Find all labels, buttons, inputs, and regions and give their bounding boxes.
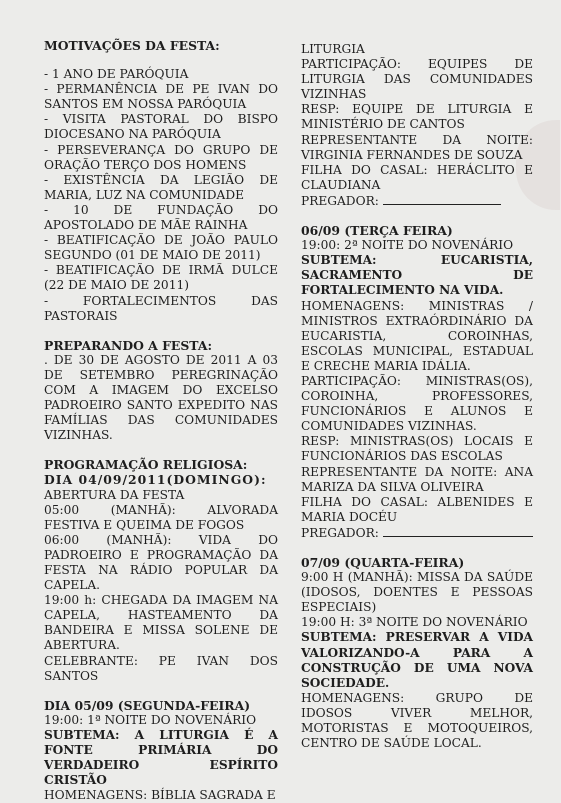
- cont-filha: FILHA DO CASAL: HERÁCLITO E CLAUDIANA: [301, 162, 533, 192]
- preparando-text: . DE 30 DE AGOSTO DE 2011 A 03 DE SETEMBRO PEREGRINAÇÃO COM A IMAGEM DO EXCELSO PADROEIRO SANTO EXPEDITO NAS FAMÍLIAS DAS COMUNIDADES VIZINHAS.: [44, 352, 278, 443]
- list-item: - FORTALECIMENTOS DAS PASTORAIS: [44, 293, 278, 323]
- dia06-filha: FILHA DO CASAL: ALBENIDES E MARIA DOCÉU: [301, 494, 533, 524]
- list-item: - PERSEVERANÇA DO GRUPO DE ORAÇÃO TERÇO DOS HOMENS: [44, 142, 278, 172]
- dia06-participacao: PARTICIPAÇÃO: MINISTRAS(OS), COROINHA, PROFESSORES, FUNCIONÁRIOS E ALUNOS E COMUNIDADES VIZINHAS.: [301, 373, 533, 434]
- motivacoes-heading: MOTIVAÇÕES DA FESTA:: [44, 38, 220, 53]
- left-column: [44, 38, 278, 803]
- cont-liturgia: LITURGIA: [301, 42, 365, 56]
- cont-representante: REPRESENTANTE DA NOITE: VIRGINIA FERNANDES DE SOUZA: [301, 132, 533, 162]
- right-column: [301, 42, 533, 751]
- dia05-homenagens: HOMENAGENS: BÍBLIA SAGRADA E: [44, 788, 276, 803]
- list-item: - EXISTÊNCIA DA LEGIÃO DE MARIA, LUZ NA COMUNIDADE: [44, 172, 278, 202]
- dia06-pregador-line: [301, 525, 533, 541]
- cont-participacao: PARTICIPAÇÃO: EQUIPES DE LITURGIA DAS COMUNIDADES VIZINHAS: [301, 57, 533, 102]
- dia06-pregador-label: PREGADOR:: [301, 525, 379, 540]
- pregador-blank: [383, 193, 501, 205]
- dia07-missa: 9:00 H (MANHÃ): MISSA DA SAÚDE (IDOSOS, DOENTES E PESSOAS ESPECIAIS): [301, 570, 533, 615]
- dia06-representante: REPRESENTANTE DA NOITE: ANA MARIZA DA SILVA OLIVEIRA: [301, 464, 533, 494]
- dia05-heading: DIA 05/09 (SEGUNDA-FEIRA): [44, 697, 251, 713]
- list-item: - 10 DE FUNDAÇÃO DO APOSTOLADO DE MÃE RAINHA: [44, 202, 278, 233]
- dia04-line: 06:00 (MANHÃ): VIDA DO PADROEIRO E PROGRAMAÇÃO DA FESTA NA RÁDIO POPULAR DA CAPELA.: [44, 532, 278, 593]
- cont-resp: RESP: EQUIPE DE LITURGIA E MINISTÉRIO DE CANTOS: [301, 102, 533, 132]
- dia07-heading: 07/09 (QUARTA-FEIRA): [301, 555, 465, 570]
- list-item: - PERMANÊNCIA DE PE IVAN DO SANTOS EM NOSSA PARÓQUIA: [44, 82, 278, 112]
- cont-pregador-line: [301, 193, 533, 209]
- list-item: - BEATIFICAÇÃO DE IRMÃ DULCE (22 DE MAIO DE 2011): [44, 263, 278, 293]
- programacao-heading: PROGRAMAÇÃO RELIGIOSA:: [44, 457, 248, 473]
- dia06-subtema: SUBTEMA: EUCARISTIA, SACRAMENTO DE FORTALECIMENTO NA VIDA.: [301, 253, 533, 298]
- preparando-heading: PREPARANDO A FESTA:: [44, 337, 213, 353]
- cont-pregador-label: PREGADOR:: [301, 193, 379, 208]
- dia07-homenagens: HOMENAGENS: GRUPO DE IDOSOS VIVER MELHOR, MOTORISTAS E MOTOQUEIROS, CENTRO DE SAÚDE LOCAL.: [301, 690, 533, 751]
- dia06-heading: 06/09 (TERÇA FEIRA): [301, 223, 453, 239]
- dia06-noite: 19:00: 2ª NOITE DO NOVENÁRIO: [301, 238, 514, 253]
- pregador-blank: [383, 525, 533, 537]
- dia04-line: 19:00 h: CHEGADA DA IMAGEM NA CAPELA, HASTEAMENTO DA BANDEIRA E MISSA SOLENE DE ABERTURA.: [44, 593, 278, 653]
- dia07-noite: 19:00 H: 3ª NOITE DO NOVENÁRIO: [301, 615, 528, 630]
- list-item: - BEATIFICAÇÃO DE JOÃO PAULO SEGUNDO (01 DE MAIO DE 2011): [44, 233, 278, 263]
- motivacoes-list: [44, 67, 278, 324]
- dia04-line: 05:00 (MANHÃ): ALVORADA FESTIVA E QUEIMA DE FOGOS: [44, 502, 278, 532]
- dia04-heading: DIA 04/09/2011(DOMINGO):: [44, 472, 267, 488]
- dia05-subtema: SUBTEMA: A LITURGIA É A FONTE PRIMÁRIA DO VERDADEIRO ESPÍRITO CRISTÃO: [44, 727, 278, 788]
- list-item: - 1 ANO DE PARÓQUIA: [44, 67, 189, 82]
- dia04-line: CELEBRANTE: PE IVAN DOS SANTOS: [44, 653, 278, 683]
- dia07-subtema: SUBTEMA: PRESERVAR A VIDA VALORIZANDO-A PARA A CONSTRUÇÃO DE UMA NOVA SOCIEDADE.: [301, 630, 533, 690]
- list-item: - VISITA PASTORAL DO BISPO DIOCESANO NA PARÓQUIA: [44, 112, 278, 142]
- dia06-resp: RESP: MINISTRAS(OS) LOCAIS E FUNCIONÁRIOS DAS ESCOLAS: [301, 434, 533, 464]
- dia04-line: ABERTURA DA FESTA: [44, 487, 185, 502]
- dia05-noite: 19:00: 1ª NOITE DO NOVENÁRIO: [44, 712, 257, 727]
- dia06-homenagens: HOMENAGENS: MINISTRAS / MINISTROS EXTRAÓRDINÁRIO DA EUCARISTIA, COROINHAS, ESCOLAS MUNICIPAL, ESTADUAL E CRECHE MARIA IDÁLIA.: [301, 298, 533, 373]
